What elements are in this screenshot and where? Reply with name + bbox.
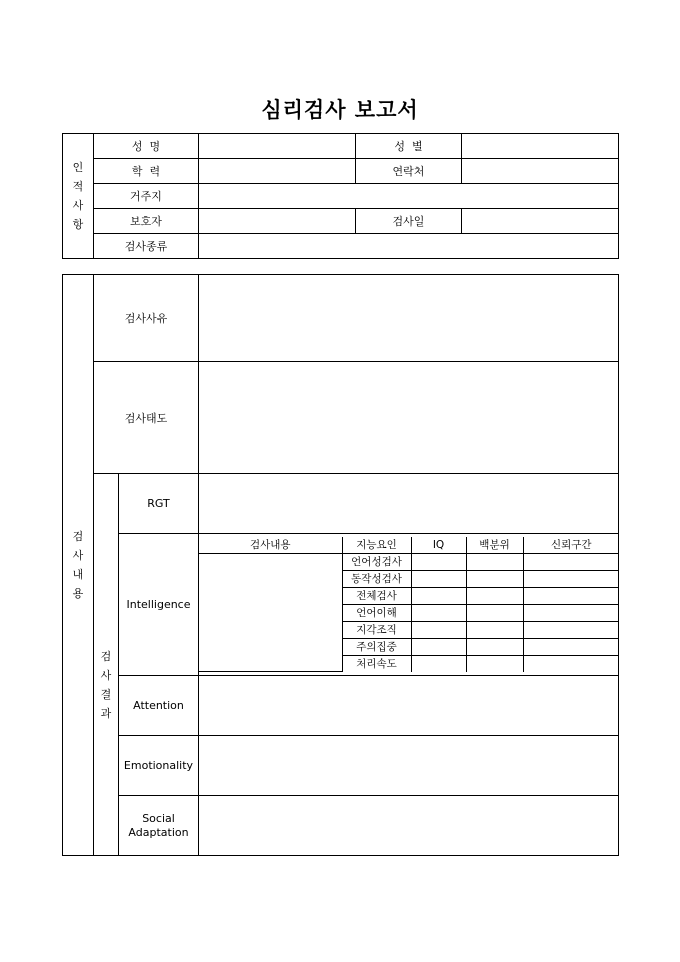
education-label: 학 력	[94, 159, 199, 184]
iq-factor-label: 언어성검사	[342, 553, 411, 570]
section-char: 과	[100, 706, 112, 720]
iq-table-cell	[199, 534, 619, 676]
social-adaptation-field[interactable]	[199, 796, 619, 856]
iq-header-percentile: 백분위	[466, 537, 523, 554]
iq-factor-label: 지각조직	[342, 621, 411, 638]
iq-header-factor: 지능요인	[342, 537, 411, 554]
guardian-field[interactable]	[199, 209, 356, 234]
social-label-line2: Adaptation	[128, 825, 189, 839]
gender-field[interactable]	[462, 134, 619, 159]
name-field[interactable]	[199, 134, 356, 159]
attention-field[interactable]	[199, 676, 619, 736]
confidence-cell[interactable]	[523, 621, 619, 638]
test-type-field[interactable]	[199, 234, 619, 259]
emotionality-field[interactable]	[199, 736, 619, 796]
iq-value-cell[interactable]	[411, 570, 466, 587]
percentile-cell[interactable]	[466, 553, 523, 570]
guardian-label: 보호자	[94, 209, 199, 234]
section-char: 검	[100, 649, 112, 663]
name-label: 성 명	[94, 134, 199, 159]
iq-header-confidence: 신뢰구간	[523, 537, 619, 554]
confidence-cell[interactable]	[523, 587, 619, 604]
iq-value-cell[interactable]	[411, 655, 466, 672]
iq-value-cell[interactable]	[411, 621, 466, 638]
percentile-cell[interactable]	[466, 655, 523, 672]
percentile-cell[interactable]	[466, 570, 523, 587]
test-date-label: 검사일	[356, 209, 462, 234]
confidence-cell[interactable]	[523, 604, 619, 621]
education-field[interactable]	[199, 159, 356, 184]
results-section-label	[94, 474, 119, 856]
percentile-cell[interactable]	[466, 604, 523, 621]
percentile-cell[interactable]	[466, 621, 523, 638]
intelligence-label: Intelligence	[119, 534, 199, 676]
section-char: 사	[100, 668, 112, 682]
attention-label: Attention	[119, 676, 199, 736]
section-char: 사	[72, 549, 84, 562]
reason-label: 검사사유	[94, 275, 199, 362]
page-title: 심리검사 보고서	[261, 98, 419, 122]
iq-header-content: 검사내용	[199, 537, 342, 554]
reason-field[interactable]	[199, 275, 619, 362]
iq-factor-label: 언어이해	[342, 604, 411, 621]
address-field[interactable]	[199, 184, 619, 209]
percentile-cell[interactable]	[466, 587, 523, 604]
iq-value-cell[interactable]	[411, 553, 466, 570]
rgt-label: RGT	[119, 474, 199, 534]
iq-factor-label: 전체검사	[342, 587, 411, 604]
rgt-field[interactable]	[199, 474, 619, 534]
section-char: 내	[72, 568, 84, 581]
gender-label: 성 별	[356, 134, 462, 159]
test-content-table	[62, 274, 619, 856]
iq-factor-label: 처리속도	[342, 655, 411, 672]
section-char: 사	[72, 199, 84, 212]
iq-value-cell[interactable]	[411, 638, 466, 655]
section-char: 결	[100, 687, 112, 701]
section-char: 항	[72, 218, 84, 231]
iq-table	[199, 537, 619, 673]
attitude-label: 검사태도	[94, 362, 199, 474]
personal-info-table	[62, 133, 619, 259]
test-date-field[interactable]	[462, 209, 619, 234]
contact-field[interactable]	[462, 159, 619, 184]
test-content-section-label	[63, 275, 94, 856]
contact-label: 연락처	[356, 159, 462, 184]
percentile-cell[interactable]	[466, 638, 523, 655]
section-char: 검	[72, 530, 84, 543]
test-type-label: 검사종류	[94, 234, 199, 259]
social-label-line1: Social	[142, 811, 175, 825]
iq-content-field[interactable]	[199, 553, 342, 672]
address-label: 거주지	[94, 184, 199, 209]
social-adaptation-label	[119, 796, 199, 856]
personal-info-section-label	[63, 134, 94, 259]
section-char: 인	[72, 161, 84, 174]
confidence-cell[interactable]	[523, 638, 619, 655]
iq-value-cell[interactable]	[411, 604, 466, 621]
section-char: 적	[72, 180, 84, 193]
confidence-cell[interactable]	[523, 553, 619, 570]
iq-factor-label: 주의집중	[342, 638, 411, 655]
emotionality-label: Emotionality	[119, 736, 199, 796]
attitude-field[interactable]	[199, 362, 619, 474]
iq-value-cell[interactable]	[411, 587, 466, 604]
confidence-cell[interactable]	[523, 655, 619, 672]
iq-factor-label: 동작성검사	[342, 570, 411, 587]
confidence-cell[interactable]	[523, 570, 619, 587]
iq-header-iq: IQ	[411, 537, 466, 554]
section-char: 용	[72, 587, 84, 600]
